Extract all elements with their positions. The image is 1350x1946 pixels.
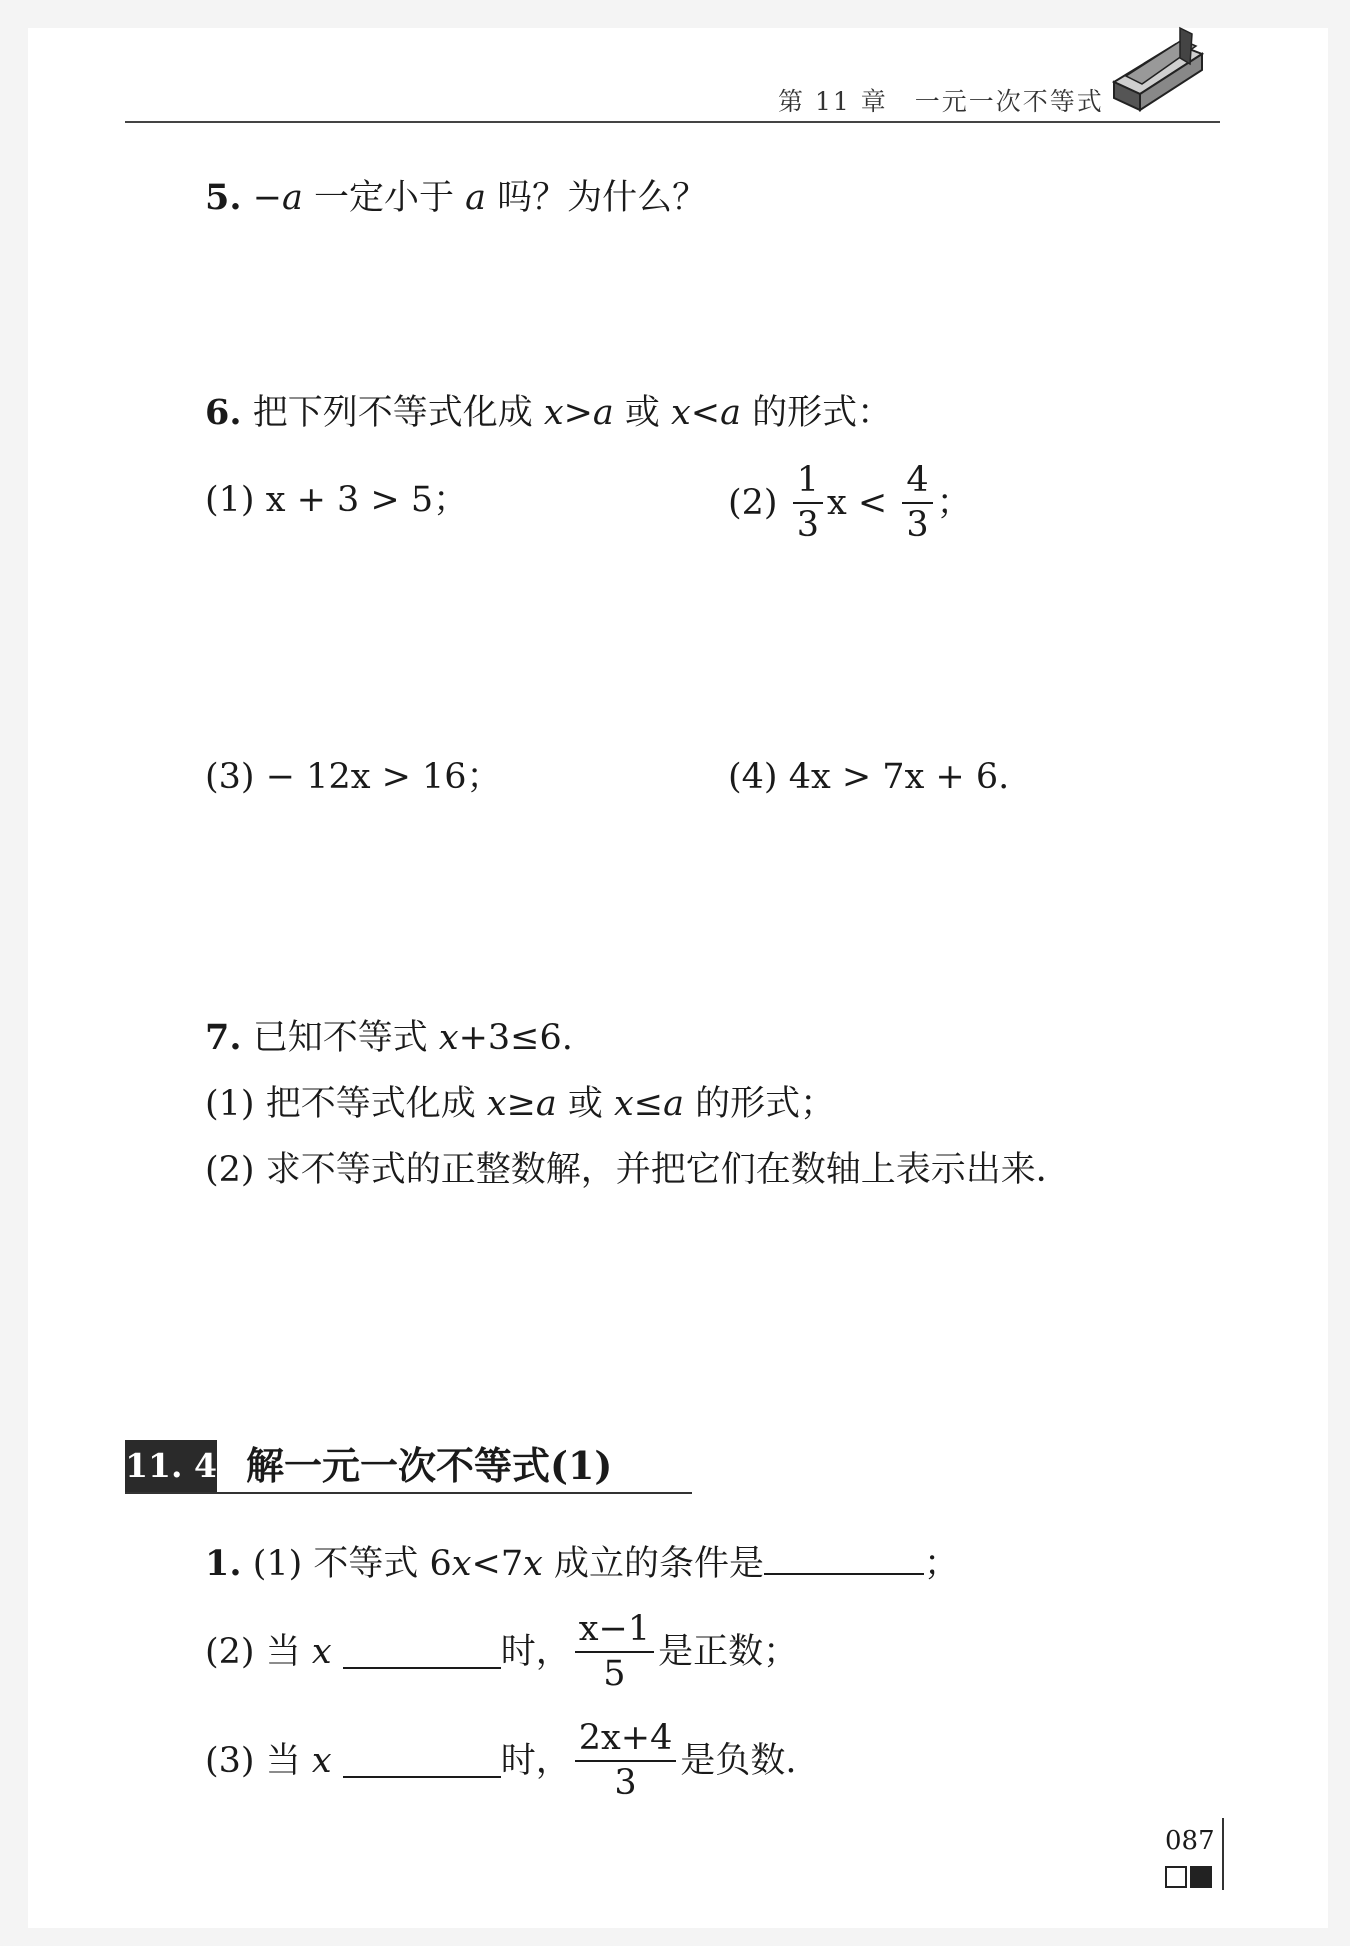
question-number: 5. (205, 177, 242, 218)
text: 已知不等式 (252, 1018, 439, 1058)
exercise-1-part-2 (205, 1611, 798, 1693)
answer-blank[interactable] (343, 1635, 501, 1669)
text: ； (924, 1544, 960, 1584)
text: (2) 当 (205, 1631, 312, 1672)
numerator: x−1 (575, 1611, 654, 1653)
text: 时， (500, 1631, 571, 1672)
exercise-1-part-1 (205, 1541, 959, 1585)
page-number: 087 (1165, 1826, 1215, 1856)
section-title: 解一元一次不等式(1) (246, 1443, 613, 1488)
text: 是负数. (680, 1740, 797, 1781)
text: 成立的条件是 (542, 1544, 765, 1584)
chapter-header: 第 11 章 一元一次不等式 (778, 87, 1104, 116)
numerator: 4 (902, 462, 932, 504)
question-number: 6. (205, 392, 242, 433)
math-expr: 4x > 7x + 6. (788, 757, 1010, 797)
math-expr: <7 (471, 1544, 524, 1584)
header-rule (125, 121, 1220, 123)
part-label: (1) (205, 480, 255, 520)
text: 的形式： (740, 393, 893, 433)
corner-marks (1165, 1866, 1215, 1888)
math-expr: x<a (671, 393, 741, 433)
text: 或 (556, 1084, 615, 1124)
page-number-rule (1222, 1818, 1224, 1890)
denominator: 3 (614, 1762, 637, 1803)
part-label: (4) (728, 757, 778, 797)
text: ； (936, 482, 972, 523)
text: (1) 不等式 6 (252, 1544, 452, 1584)
answer-blank[interactable] (764, 1541, 924, 1575)
math-var: x (438, 1018, 459, 1058)
text: 的形式； (683, 1084, 836, 1124)
denominator: 3 (906, 504, 929, 545)
denominator: 3 (796, 504, 819, 545)
text: 吗？为什么？ (486, 178, 708, 218)
text: 或 (613, 393, 672, 433)
text: (3) 当 (205, 1740, 312, 1781)
fraction (793, 462, 823, 544)
denominator: 5 (603, 1653, 626, 1694)
question-6-part-1 (205, 479, 468, 521)
text: 是正数； (658, 1631, 799, 1672)
text: 一定小于 (302, 178, 466, 218)
math-expr: x + 3 > 5； (265, 480, 469, 520)
empty-square-icon (1165, 1866, 1187, 1888)
math-expr: − 12x > 16； (265, 757, 502, 797)
math-expr: x>a (543, 393, 614, 433)
math-var: x (451, 1544, 472, 1584)
math-var: x (523, 1544, 543, 1584)
math-expr: x < (827, 482, 888, 523)
text: 时， (500, 1740, 571, 1781)
part-label: (3) (205, 757, 255, 797)
question-number: 7. (205, 1017, 242, 1058)
filled-square-icon (1190, 1866, 1212, 1888)
text: 把下列不等式化成 (252, 393, 544, 433)
math-var: a (282, 178, 303, 218)
text: − (252, 178, 283, 218)
question-5 (205, 177, 707, 219)
text: (1) 把不等式化成 (205, 1084, 487, 1124)
question-7-stem (205, 1017, 573, 1059)
book-icon (1106, 24, 1206, 120)
question-6-part-2 (728, 462, 972, 544)
math-var: x (311, 1740, 332, 1781)
question-6-part-3 (205, 756, 502, 798)
section-rule (125, 1492, 692, 1494)
numerator: 2x+4 (575, 1720, 677, 1762)
question-6-part-4 (728, 756, 1009, 798)
question-7-part-1 (205, 1083, 835, 1125)
math-expr: +3≤6. (458, 1018, 573, 1058)
exercise-1-part-3 (205, 1720, 797, 1802)
fraction (575, 1720, 677, 1802)
section-number: 11. 4 (125, 1440, 217, 1492)
answer-blank[interactable] (343, 1744, 501, 1778)
question-7-part-2: (2) 求不等式的正整数解，并把它们在数轴上表示出来． (205, 1150, 1071, 1190)
math-expr: x≤a (614, 1084, 684, 1124)
math-var: x (311, 1631, 332, 1672)
fraction (902, 462, 932, 544)
question-number: 1. (205, 1543, 242, 1584)
part-label: (2) (728, 482, 778, 523)
numerator: 1 (793, 462, 823, 504)
fraction (575, 1611, 654, 1693)
math-expr: x≥a (486, 1084, 557, 1124)
math-var: a (465, 178, 487, 218)
question-6-stem (205, 392, 892, 434)
